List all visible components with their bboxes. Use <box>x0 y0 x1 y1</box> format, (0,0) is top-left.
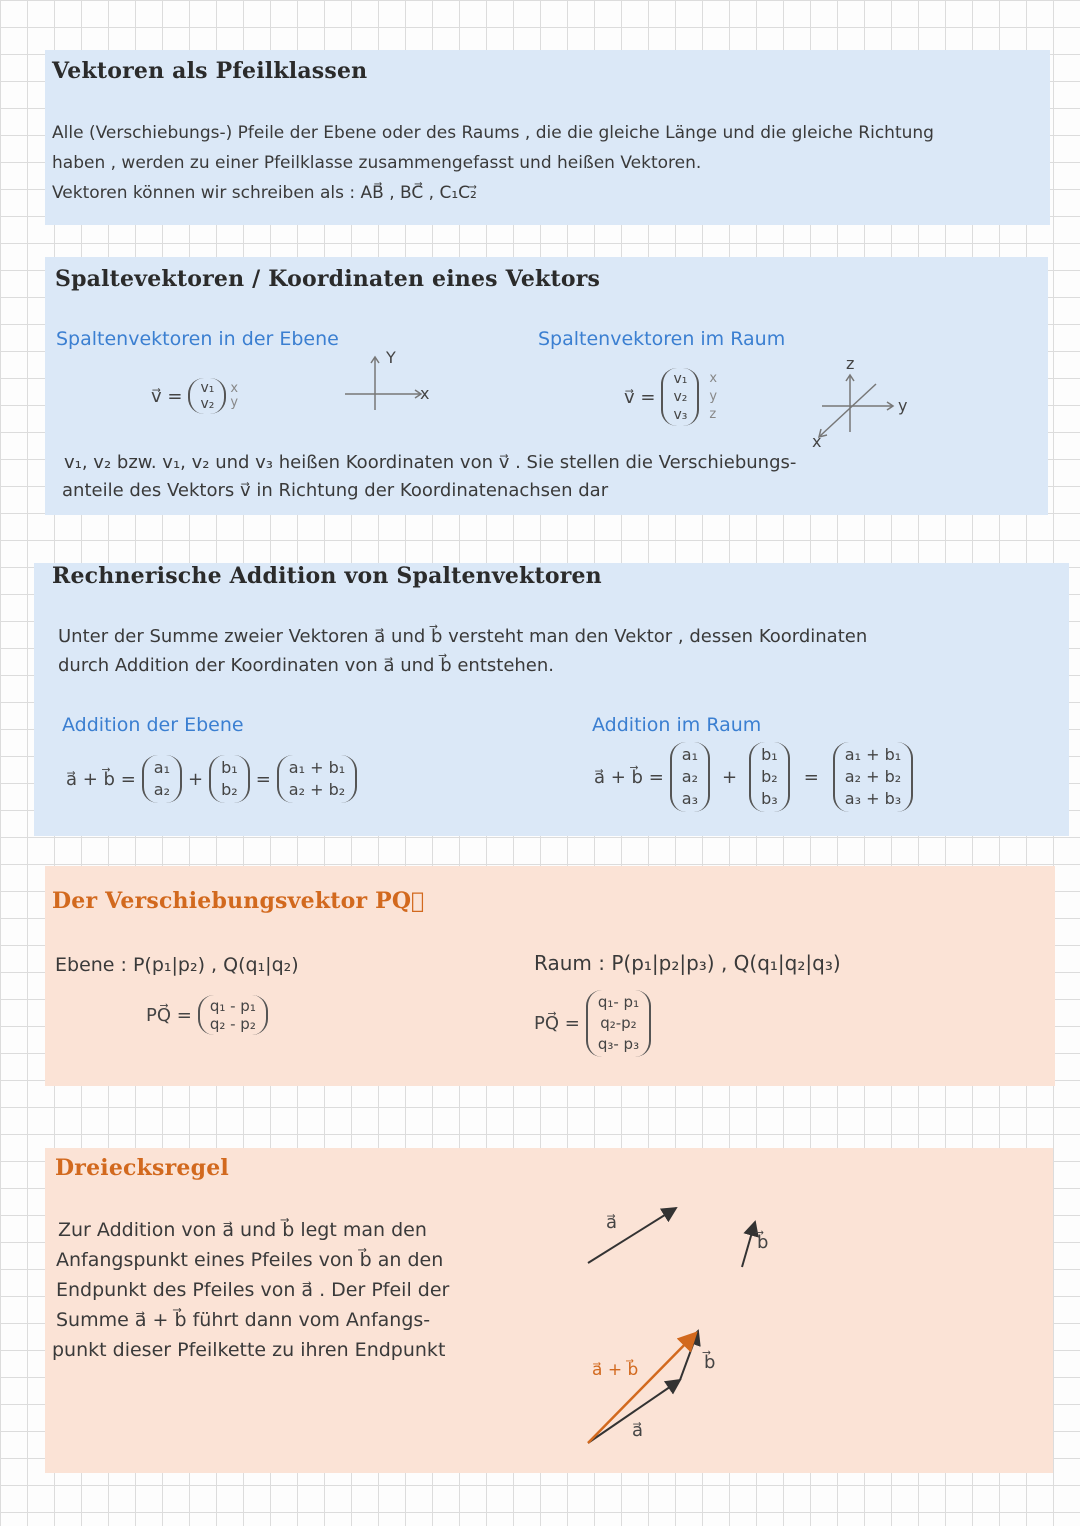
addition-line-1: Unter der Summe zweier Vektoren a⃗ und b⃗ versteht man den Vektor , dessen Koordinaten <box>58 626 868 647</box>
vector-space-lhs: v⃗ = <box>624 386 656 408</box>
pfeilklassen-line-3: Vektoren können wir schreiben als : AB⃗ , BC⃗ , C₁C₂⃗ <box>52 183 477 203</box>
dreiecksregel-line-4: Summe a⃗ + b⃗ führt dann vom Anfangs- <box>56 1309 431 1331</box>
vector-entry: b₃ <box>761 789 778 808</box>
section-title-spaltenvektoren: Spaltevektoren / Koordinaten eines Vektors <box>55 266 601 292</box>
label-sum: a⃗ + b⃗ <box>592 1360 639 1380</box>
koordinaten-text-2: anteile des Vektors v⃗ in Richtung der Koordinatenachsen dar <box>62 480 609 501</box>
vector-entry: b₂ <box>221 780 238 799</box>
pq-plane-vector <box>140 995 268 1035</box>
vector-a-space <box>670 742 710 812</box>
vector-entry: a₂ + b₂ <box>288 780 346 799</box>
axis-label-y3: y <box>898 396 908 415</box>
vector-entry: q₁- p₁ <box>597 993 640 1011</box>
dreiecksregel-line-3: Endpunkt des Pfeiles von a⃗ . Der Pfeil der <box>56 1279 450 1301</box>
vector-space-v <box>618 368 717 426</box>
vector-entry: b₁ <box>221 758 238 777</box>
addition-line-2: durch Addition der Koordinaten von a⃗ und b⃗ entstehen. <box>58 655 555 676</box>
addition-space-equation <box>588 742 913 812</box>
section-title-dreiecksregel: Dreiecksregel <box>55 1155 229 1181</box>
axis-label-x: x <box>420 384 430 403</box>
koordinaten-text-1: v₁, v₂ bzw. v₁, v₂ und v₃ heißen Koordinaten von v⃗ . Sie stellen die Verschiebungs- <box>64 452 797 473</box>
axis-label: x <box>709 371 718 386</box>
vector-sum-plane <box>277 755 357 803</box>
vector-entry: a₂ <box>153 780 171 799</box>
axis-label-x3: x <box>812 432 822 451</box>
label-spaltenvektoren-raum: Spaltenvektoren im Raum <box>538 328 786 350</box>
axis-label: z <box>709 407 717 422</box>
axis-label-y: Y <box>386 348 396 367</box>
addition-plane-equation <box>60 755 357 803</box>
vector-a-plane <box>142 755 182 803</box>
axis-label: y <box>709 389 718 404</box>
pq-space-vector <box>528 990 651 1057</box>
vector-entry: v₁ <box>673 371 688 387</box>
label-a: a⃗ <box>606 1212 618 1233</box>
vector-plane-column <box>188 378 226 414</box>
vector-b-plane <box>209 755 250 803</box>
points-ebene: Ebene : P(p₁|p₂) , Q(q₁|q₂) <box>55 954 299 976</box>
vector-entry: a₃ + b₃ <box>844 789 902 808</box>
vector-entry: a₁ <box>681 745 699 764</box>
pq-space-lhs: PQ⃗ = <box>534 1013 580 1034</box>
pq-plane-lhs: PQ⃗ = <box>146 1004 192 1026</box>
axis-label: y <box>230 395 239 410</box>
dreiecksregel-line-1: Zur Addition von a⃗ und b⃗ legt man den <box>58 1219 427 1241</box>
equals-sign: = <box>255 768 271 790</box>
vector-plane-v <box>145 378 238 414</box>
vector-space-column <box>661 368 699 426</box>
dreiecksregel-line-5: punkt dieser Pfeilkette zu ihren Endpunkt <box>52 1339 446 1361</box>
dreiecksregel-line-2: Anfangspunkt eines Pfeiles von b⃗ an den <box>56 1249 444 1271</box>
vector-entry: q₂ - p₂ <box>209 1015 256 1033</box>
section-title-pfeilklassen: Vektoren als Pfeilklassen <box>52 58 368 84</box>
pq-plane-column <box>198 995 268 1035</box>
section-title-verschiebungsvektor: Der Verschiebungsvektor PQ⃗ <box>52 888 425 914</box>
vector-entry: a₂ + b₂ <box>844 767 902 786</box>
vector-entry: a₂ <box>681 767 699 786</box>
label-addition-raum: Addition im Raum <box>592 714 762 736</box>
vector-entry: a₃ <box>681 789 699 808</box>
vector-entry: a₁ + b₁ <box>844 745 902 764</box>
points-raum: Raum : P(p₁|p₂|p₃) , Q(q₁|q₂|q₃) <box>534 951 841 975</box>
vector-entry: q₃- p₃ <box>597 1035 640 1053</box>
label-a-chain: a⃗ <box>632 1420 644 1441</box>
coordinate-system-3d-icon <box>812 370 902 445</box>
vector-entry: b₁ <box>761 745 778 764</box>
equals-sign: = <box>803 766 819 788</box>
axis-label-z: z <box>846 354 855 373</box>
pfeilklassen-line-1: Alle (Verschiebungs-) Pfeile der Ebene oder des Raums , die die gleiche Länge und die gleiche Richtung <box>52 123 934 143</box>
pfeilklassen-line-2: haben , werden zu einer Pfeilklasse zusammengefasst und heißen Vektoren. <box>52 153 702 173</box>
vector-entry: q₁ - p₁ <box>209 997 256 1015</box>
addition-space-lhs: a⃗ + b⃗ = <box>594 766 664 788</box>
label-b-chain: b⃗ <box>704 1352 716 1373</box>
label-spaltenvektoren-ebene: Spaltenvektoren in der Ebene <box>56 328 339 350</box>
vector-b-space <box>749 742 790 812</box>
vector-entry: b₂ <box>761 767 778 786</box>
vector-sum-space <box>833 742 913 812</box>
plus-sign: + <box>722 766 738 788</box>
label-addition-ebene: Addition der Ebene <box>62 714 244 736</box>
vector-entry: v₃ <box>673 407 688 423</box>
pq-space-column <box>586 990 651 1057</box>
vector-entry: q₂-p₂ <box>600 1014 637 1032</box>
vector-entry: v₂ <box>200 396 215 412</box>
section-title-addition: Rechnerische Addition von Spaltenvektoren <box>52 563 602 589</box>
arrow-a <box>588 1208 676 1263</box>
vector-entry: v₁ <box>200 380 215 396</box>
arrow-b <box>742 1222 755 1267</box>
vector-entry: a₁ + b₁ <box>288 758 346 777</box>
vector-entry: v₂ <box>673 389 688 405</box>
label-b: b⃗ <box>757 1232 769 1253</box>
vector-plane-lhs: v⃗ = <box>151 385 183 407</box>
addition-plane-lhs: a⃗ + b⃗ = <box>66 768 136 790</box>
axis-label: x <box>230 381 239 396</box>
plus-sign: + <box>188 768 204 790</box>
vector-entry: a₁ <box>153 758 171 777</box>
